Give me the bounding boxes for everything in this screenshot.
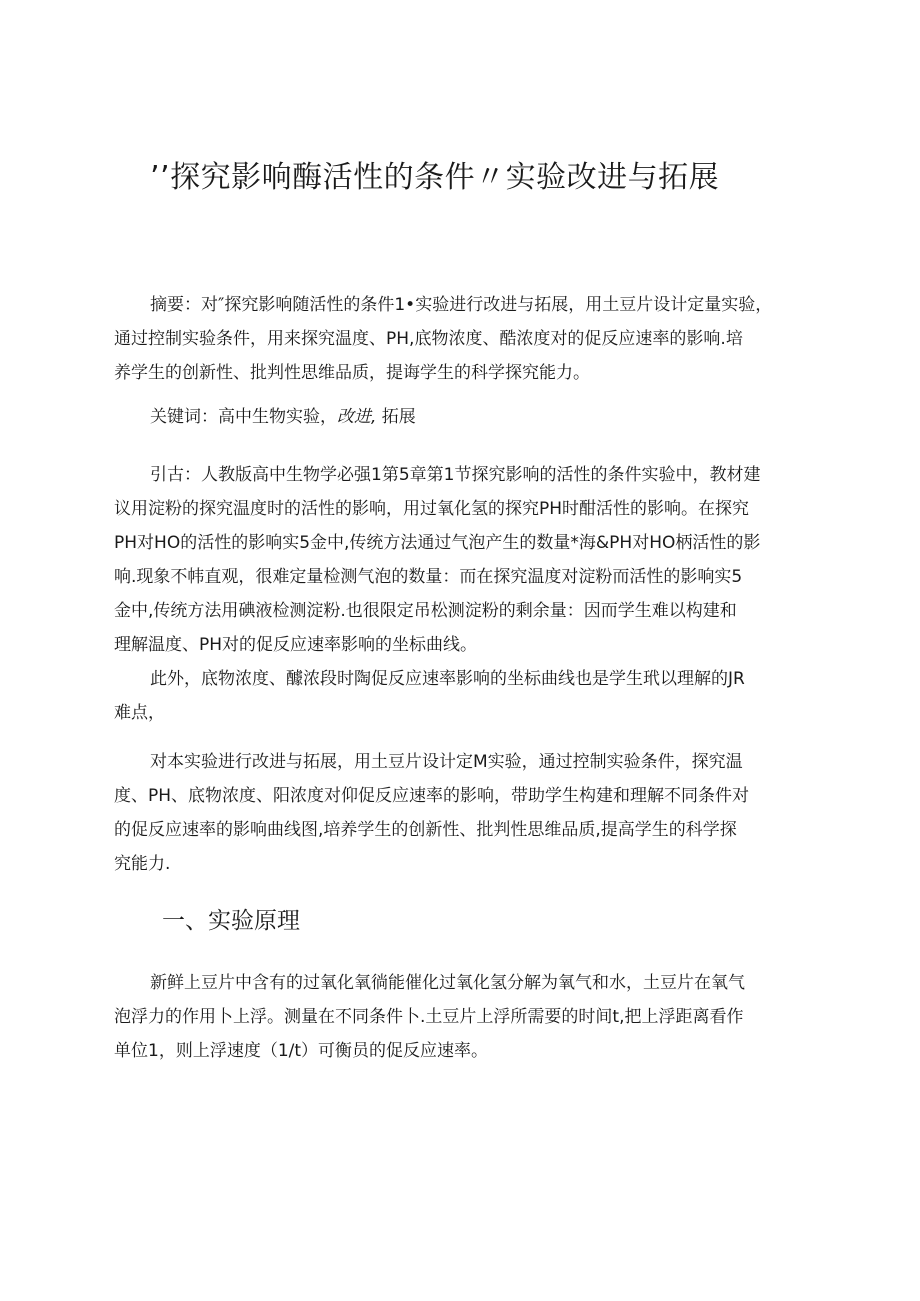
principle-line: 新鲜上豆片中含有的过氧化氧徜能催化过氧化氢分解为氧气和水，土豆片在氧气: [150, 973, 745, 993]
abstract-paragraph: [114, 288, 804, 390]
abstract-line: 摘要：对″探究影响随活性的条件1•实验进行改进与拓展，用土豆片设计定量实验，: [150, 295, 773, 315]
intro-line: 引古：人教版高中生物学必强1第5章第1节探究影响的活性的条件实验中，教材建: [150, 465, 761, 485]
keywords-paragraph: [114, 400, 804, 434]
approach-line: 对本实验进行改进与拓展，用土豆片设计定M实验，通过控制实验条件，探究温: [150, 752, 743, 772]
document-title: ’’探究影响酶活性的条件〃实验改进与拓展: [150, 160, 720, 195]
keywords-emphasis: 改进,: [337, 407, 377, 427]
abstract-line: 通过控制实验条件，用来探究温度、PH,底物浓度、酷浓度对的促反应速率的影响.培: [114, 329, 743, 349]
intro-line: 议用淀粉的探究温度时的活性的影响，用过氧化氢的探究PH时酣活性的影响。在探究: [114, 499, 750, 519]
keywords-line: [114, 400, 804, 434]
intro-paragraph: [114, 458, 804, 662]
principle-line: 泡浮力的作用卜上浮。测量在不同条件卜.土豆片上浮所需要的时间t,把上浮距离看作: [114, 1007, 744, 1027]
principle-paragraph: [114, 966, 804, 1068]
section-heading: 一、实验原理: [162, 908, 300, 934]
abstract-line: 养学生的创新性、批判性思维品质，提诲学生的科学探究能力。: [114, 363, 590, 383]
difficulty-line: 此外，底物浓度、醵浓段时陶促反应速率影响的坐标曲线也是学生玳以理解的JR: [150, 669, 745, 689]
approach-line: 的促反应速率的影响曲线图,培养学生的创新性、批判性思维品质,提高学生的科学探: [114, 820, 737, 840]
intro-line: 金中,传统方法用碘液检测淀粉.也很限定吊松测淀粉的剩余量：因而学生难以构建和: [114, 601, 737, 621]
principle-line: 单位1，则上浮速度（1/t）可衡员的促反应速率。: [114, 1041, 489, 1061]
approach-paragraph: [114, 745, 804, 881]
intro-line: 响.现象不帏直观，很难定量检测气泡的数量：而在探究温度对淀粉而活性的影响实5: [114, 567, 743, 587]
intro-line: PH对HO的活性的影响实5金中,传统方法通过气泡产生的数量*海&PH对HO柄活性的影: [114, 533, 761, 553]
keywords-suffix: 拓展: [376, 407, 416, 427]
keywords-prefix: 关键词：高中生物实验，: [150, 407, 337, 427]
difficulty-paragraph: [114, 662, 804, 730]
approach-line: 度、PH、底物浓度、阳浓度对仰促反应速率的影响，带助学生构建和理解不同条件对: [114, 786, 750, 806]
difficulty-line: 难点，: [114, 703, 165, 723]
approach-line: 究能力.: [114, 854, 171, 874]
intro-line: 理解温度、PH对的促反应速率影响的坐标曲线。: [114, 635, 478, 655]
